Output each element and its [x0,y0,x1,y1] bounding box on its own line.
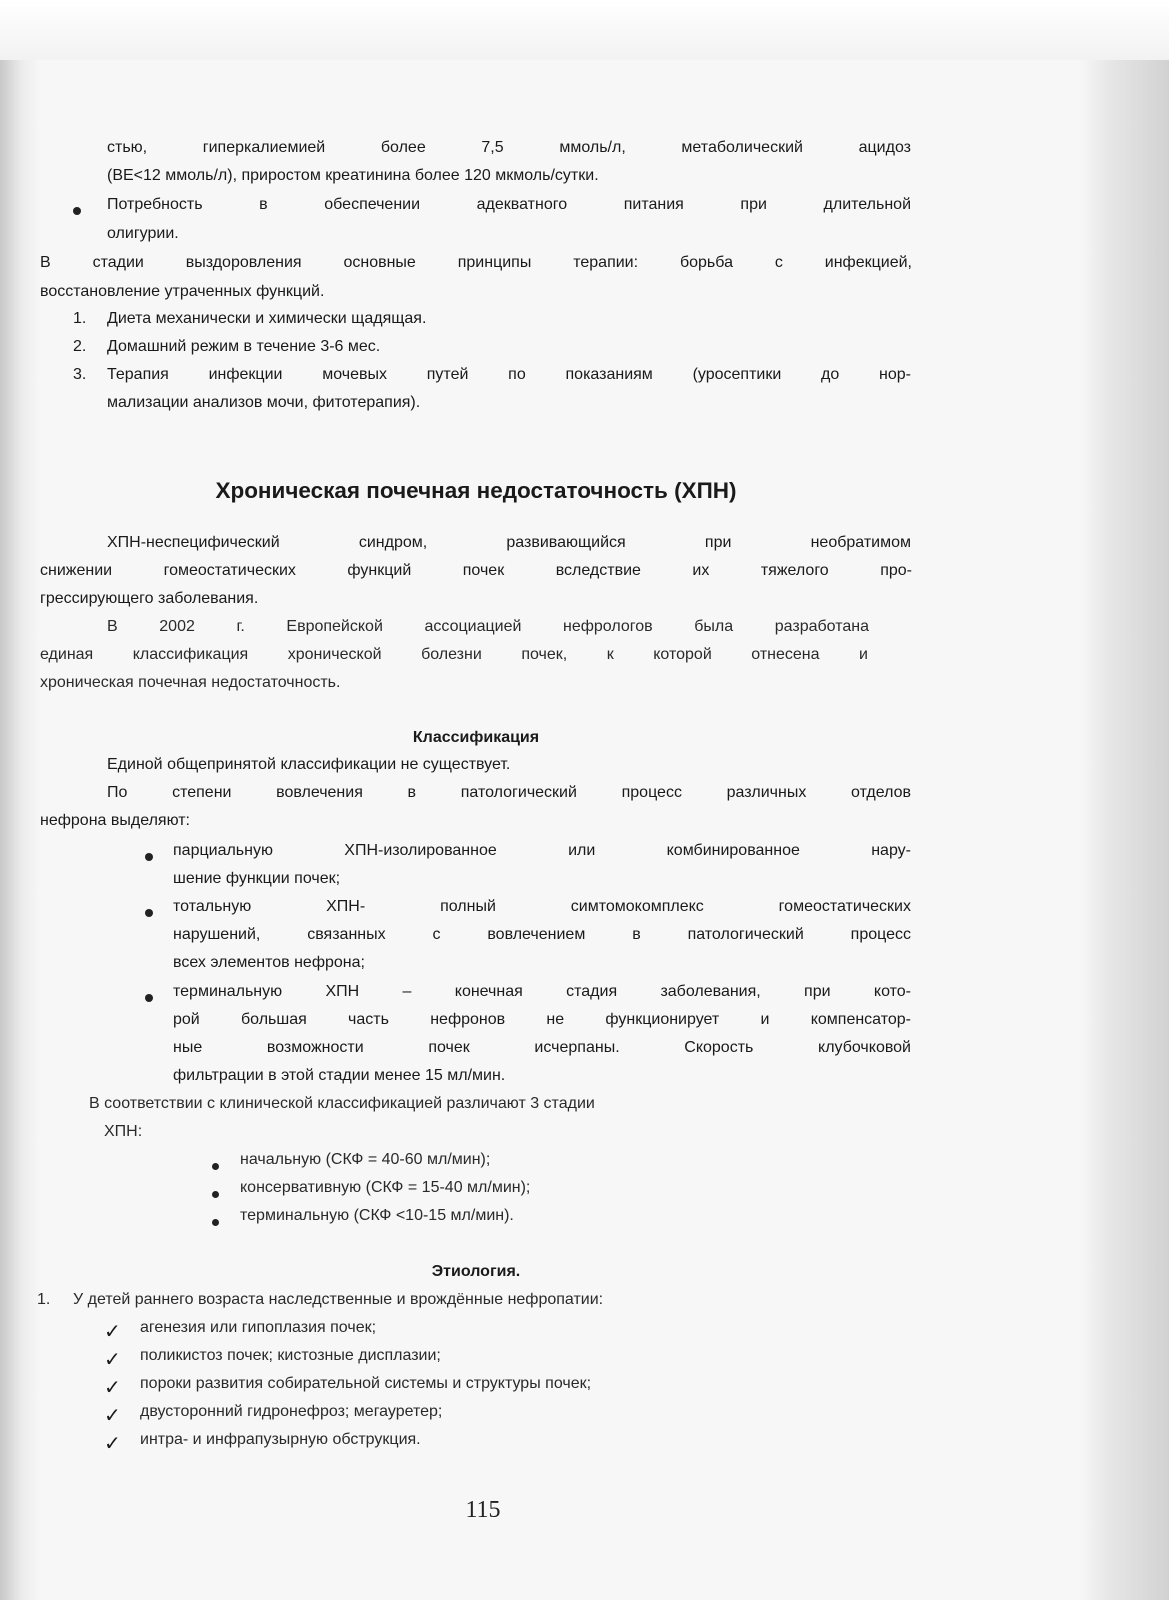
bullet-dot [73,207,81,215]
bullet-dot [145,909,153,917]
type-terminal-line-4: фильтрации в этой стадии менее 15 мл/мин. [173,1067,506,1084]
check-icon: ✓ [104,1403,121,1427]
recovery-intro-line-2: восстановление утраченных функций. [40,283,325,300]
type-partial-line-1: парциальную ХПН-изолированное или комбинированное нару- [173,842,911,859]
classification-degree-line-2: нефрона выделяют: [40,812,190,829]
bullet-dot [145,853,153,861]
etiology-check-item: агенезия или гипоплазия почек; [140,1319,377,1336]
type-total-line-2: нарушений, связанных с вовлечением в патологический процесс [173,926,911,943]
list-number: 2. [73,338,87,355]
classification-degree-line-1: По степени вовлечения в патологический процесс различных отделов [107,784,911,801]
type-terminal-line-1: терминальную ХПН – конечная стадия заболевания, при кото- [173,983,911,1000]
bullet-dot [145,994,153,1002]
section-title-classification: Классификация [412,729,540,746]
chpn-def-line-2: снижении гомеостатических функций почек вследствие их тяжелого про- [40,562,912,579]
chpn-2002-line-2: единая классификация хронической болезни почек, к которой отнесена и [40,646,868,663]
type-terminal-line-3: ные возможности почек исчерпаны. Скорость клубочковой [173,1039,911,1056]
continuation-line-2: (BE<12 ммоль/л), приростом креатинина более 120 мкмоль/сутки. [107,167,599,184]
list-number: 3. [73,366,87,383]
check-icon: ✓ [104,1431,121,1455]
continuation-line-1: стью, гиперкалиемией более 7,5 ммоль/л, метаболический ацидоз [107,139,911,156]
recovery-item-3-line-2: мализации анализов мочи, фитотерапия). [107,394,421,411]
chpn-def-line-1: ХПН-неспецифический синдром, развивающийся при необратимом [107,534,911,551]
stage-initial: начальную (СКФ = 40-60 мл/мин); [240,1151,491,1168]
stage-conservative: консервативную (СКФ = 15-40 мл/мин); [240,1179,531,1196]
etiology-check-item: пороки развития собирательной системы и структуры почек; [140,1375,592,1392]
clinical-line-1: В соответствии с клинической классификацией различают 3 стадии [89,1095,595,1112]
continuation-text [107,139,911,157]
bullet-need-line-1: Потребность в обеспечении адекватного питания при длительной [107,196,911,213]
classification-none: Единой общепринятой классификации не существует. [107,756,511,773]
etiology-check-item: интра- и инфрапузырную обструкция. [140,1431,421,1448]
recovery-item-1: Диета механически и химически щадящая. [107,310,427,327]
check-icon: ✓ [104,1347,121,1371]
chpn-2002-line-3: хроническая почечная недостаточность. [40,674,341,691]
etiology-check-item: двусторонний гидронефроз; мегауретер; [140,1403,443,1420]
bullet-need-line-2: олигурии. [107,225,179,242]
page-number: 115 [465,1497,501,1523]
recovery-item-3-line-1: Терапия инфекции мочевых путей по показаниям (уросептики до нор- [107,366,911,383]
check-icon: ✓ [104,1319,121,1343]
section-title-etiology: Этиология. [431,1263,521,1280]
type-partial-line-2: шение функции почек; [173,870,341,887]
list-number: 1. [73,310,87,327]
chpn-def-line-3: грессирующего заболевания. [40,590,259,607]
bullet-dot [212,1191,219,1198]
bullet-dot [212,1219,219,1226]
page-top-margin [0,0,1169,60]
type-total-line-3: всех элементов нефрона; [173,954,365,971]
type-total-line-1: тотальную ХПН- полный симтомокомплекс гомеостатических [173,898,911,915]
check-icon: ✓ [104,1375,121,1399]
stage-terminal: терминальную (СКФ <10-15 мл/мин). [240,1207,514,1224]
clinical-line-2: ХПН: [104,1123,143,1140]
recovery-item-2: Домашний режим в течение 3-6 мес. [107,338,381,355]
type-terminal-line-2: рой большая часть нефронов не функционирует и компенсатор- [173,1011,911,1028]
list-number: 1. [37,1291,51,1308]
chpn-2002-line-1: В 2002 г. Европейской ассоциацией нефрологов была разработана [107,618,869,635]
etiology-item-1: У детей раннего возраста наследственные и врождённые нефропатии: [73,1291,604,1308]
bullet-dot [212,1163,219,1170]
section-title-chpn: Хроническая почечная недостаточность (ХПН) [215,478,737,503]
recovery-intro-line-1: В стадии выздоровления основные принципы терапии: борьба с инфекцией, [40,254,912,271]
etiology-check-item: поликистоз почек; кистозные дисплазии; [140,1347,441,1364]
